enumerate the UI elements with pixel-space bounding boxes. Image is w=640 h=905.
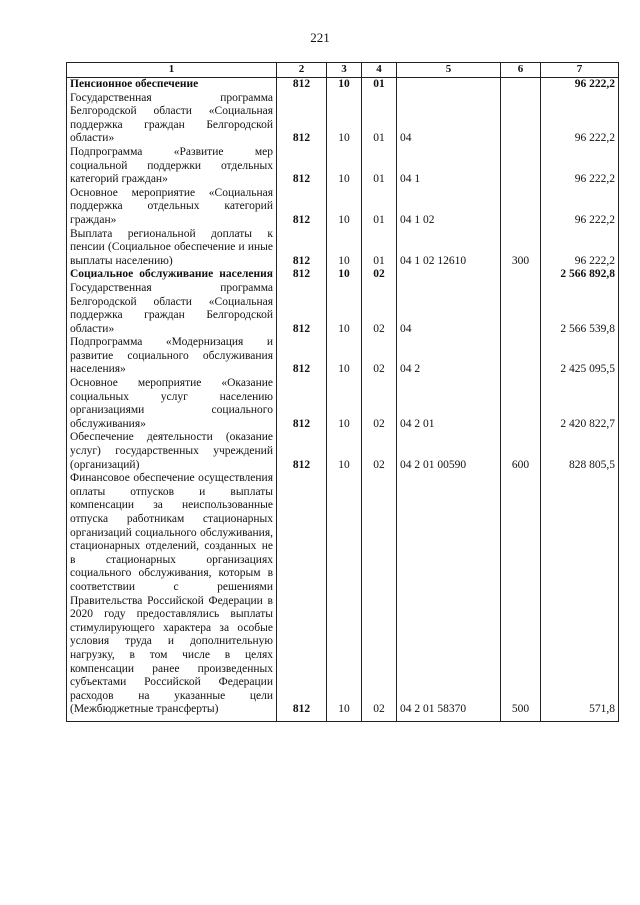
ministry-code: 812 bbox=[277, 282, 327, 336]
row-name: Государственная программа Белгородской области «Социальная поддержка граждан Белгородской области» bbox=[67, 92, 277, 146]
column-header: 1 bbox=[67, 63, 277, 78]
section-code: 10 bbox=[327, 431, 362, 472]
subsection-code: 02 bbox=[362, 472, 397, 721]
section-code: 10 bbox=[327, 78, 362, 92]
amount: 96 222,2 bbox=[541, 146, 619, 187]
target-code: 04 2 bbox=[397, 336, 501, 377]
ministry-code: 812 bbox=[277, 377, 327, 431]
target-code bbox=[397, 78, 501, 92]
row-name: Основное мероприятие «Социальная поддержка отдельных категорий граждан» bbox=[67, 187, 277, 228]
section-code: 10 bbox=[327, 92, 362, 146]
subsection-code: 01 bbox=[362, 228, 397, 269]
row-name: Пенсионное обеспечение bbox=[67, 78, 277, 92]
expense-code: 500 bbox=[501, 472, 541, 721]
column-header: 4 bbox=[362, 63, 397, 78]
expense-code bbox=[501, 282, 541, 336]
table-row bbox=[67, 146, 619, 187]
header-row bbox=[67, 63, 619, 78]
row-name: Обеспечение деятельности (оказание услуг) государственных учреждений (организаций) bbox=[67, 431, 277, 472]
subsection-code: 01 bbox=[362, 187, 397, 228]
section-code: 10 bbox=[327, 228, 362, 269]
amount: 2 566 892,8 bbox=[541, 268, 619, 282]
ministry-code: 812 bbox=[277, 92, 327, 146]
table-row bbox=[67, 472, 619, 721]
table-row bbox=[67, 336, 619, 377]
expense-code bbox=[501, 146, 541, 187]
row-name: Подпрограмма «Развитие мер социальной поддержки отдельных категорий граждан» bbox=[67, 146, 277, 187]
expense-code: 600 bbox=[501, 431, 541, 472]
table-row bbox=[67, 187, 619, 228]
target-code: 04 1 02 12610 bbox=[397, 228, 501, 269]
amount: 96 222,2 bbox=[541, 92, 619, 146]
target-code: 04 2 01 00590 bbox=[397, 431, 501, 472]
amount: 96 222,2 bbox=[541, 228, 619, 269]
amount: 2 566 539,8 bbox=[541, 282, 619, 336]
expense-code bbox=[501, 78, 541, 92]
table-row bbox=[67, 431, 619, 472]
section-code: 10 bbox=[327, 282, 362, 336]
section-code: 10 bbox=[327, 146, 362, 187]
budget-table bbox=[66, 62, 619, 722]
ministry-code: 812 bbox=[277, 431, 327, 472]
ministry-code: 812 bbox=[277, 78, 327, 92]
subsection-code: 01 bbox=[362, 146, 397, 187]
amount: 828 805,5 bbox=[541, 431, 619, 472]
ministry-code: 812 bbox=[277, 146, 327, 187]
section-code: 10 bbox=[327, 377, 362, 431]
subsection-code: 01 bbox=[362, 78, 397, 92]
expense-code bbox=[501, 92, 541, 146]
ministry-code: 812 bbox=[277, 187, 327, 228]
section-code: 10 bbox=[327, 472, 362, 721]
target-code: 04 2 01 bbox=[397, 377, 501, 431]
column-header: 3 bbox=[327, 63, 362, 78]
row-name: Подпрограмма «Модернизация и развитие социального обслуживания населения» bbox=[67, 336, 277, 377]
ministry-code: 812 bbox=[277, 472, 327, 721]
table-row bbox=[67, 78, 619, 92]
table-row bbox=[67, 92, 619, 146]
table-row bbox=[67, 268, 619, 282]
target-code: 04 bbox=[397, 92, 501, 146]
row-name: Государственная программа Белгородской области «Социальная поддержка граждан Белгородской области» bbox=[67, 282, 277, 336]
page-number: 221 bbox=[310, 30, 330, 45]
row-name: Социальное обслуживание населения bbox=[67, 268, 277, 282]
amount: 96 222,2 bbox=[541, 187, 619, 228]
subsection-code: 02 bbox=[362, 336, 397, 377]
subsection-code: 02 bbox=[362, 377, 397, 431]
column-header: 5 bbox=[397, 63, 501, 78]
section-code: 10 bbox=[327, 187, 362, 228]
target-code: 04 bbox=[397, 282, 501, 336]
amount: 571,8 bbox=[541, 472, 619, 721]
subsection-code: 01 bbox=[362, 92, 397, 146]
target-code: 04 2 01 58370 bbox=[397, 472, 501, 721]
expense-code bbox=[501, 268, 541, 282]
expense-code bbox=[501, 336, 541, 377]
row-name: Финансовое обеспечение осуществления оплаты отпусков и выплаты компенсации за неиспользованные отпуска работникам стационарных организаций социального обслуживания, стационарных отделений, созданных не в стационарных организациях социального обслуживания, которым в соответствии с решениями Правительства Российской Федерации в 2020 году предоставлялись выплаты стимулирующего характера за особые условия труда и дополнительную нагрузку, в том числе в целях компенсации ранее произведенных субъектами Российской Федерации расходов на указанные цели (Межбюджетные трансферты) bbox=[67, 472, 277, 721]
row-name: Выплата региональной доплаты к пенсии (Социальное обеспечение и иные выплаты населению) bbox=[67, 228, 277, 269]
amount: 2 420 822,7 bbox=[541, 377, 619, 431]
row-name: Основное мероприятие «Оказание социальных услуг населению организациями социального обслуживания» bbox=[67, 377, 277, 431]
column-header: 7 bbox=[541, 63, 619, 78]
section-code: 10 bbox=[327, 336, 362, 377]
section-code: 10 bbox=[327, 268, 362, 282]
column-header: 2 bbox=[277, 63, 327, 78]
ministry-code: 812 bbox=[277, 336, 327, 377]
ministry-code: 812 bbox=[277, 268, 327, 282]
target-code: 04 1 bbox=[397, 146, 501, 187]
subsection-code: 02 bbox=[362, 282, 397, 336]
target-code: 04 1 02 bbox=[397, 187, 501, 228]
table-row bbox=[67, 282, 619, 336]
target-code bbox=[397, 268, 501, 282]
ministry-code: 812 bbox=[277, 228, 327, 269]
expense-code bbox=[501, 187, 541, 228]
amount: 96 222,2 bbox=[541, 78, 619, 92]
expense-code bbox=[501, 377, 541, 431]
expense-code: 300 bbox=[501, 228, 541, 269]
subsection-code: 02 bbox=[362, 268, 397, 282]
table-row bbox=[67, 377, 619, 431]
table-row bbox=[67, 228, 619, 269]
subsection-code: 02 bbox=[362, 431, 397, 472]
amount: 2 425 095,5 bbox=[541, 336, 619, 377]
column-header: 6 bbox=[501, 63, 541, 78]
